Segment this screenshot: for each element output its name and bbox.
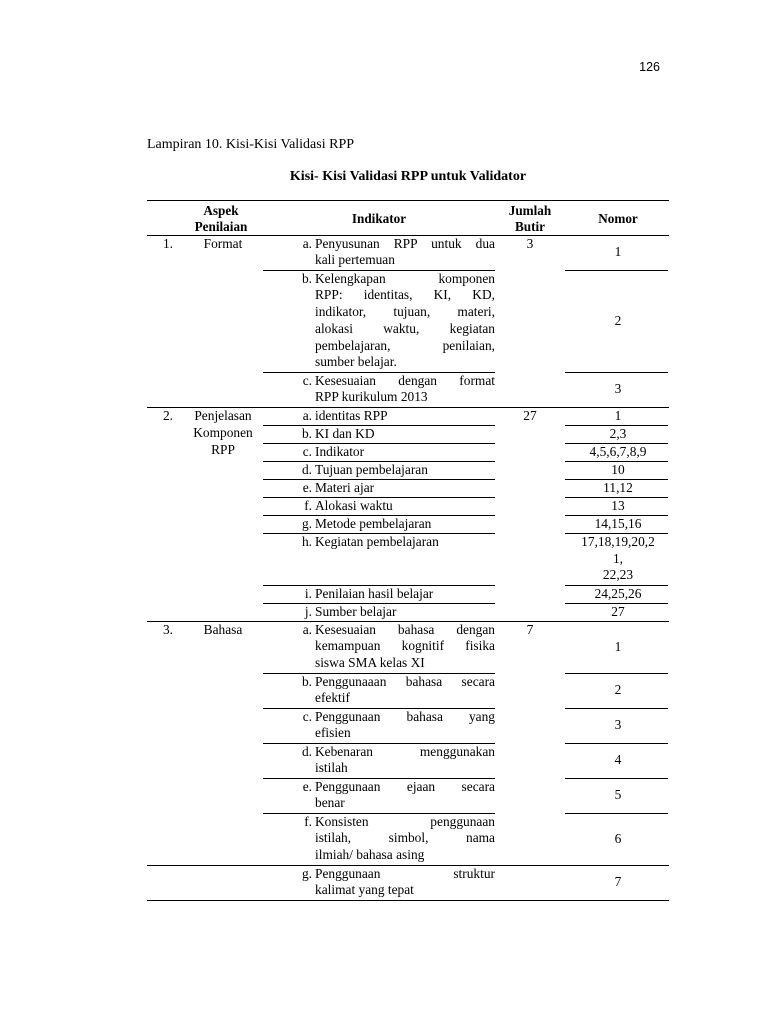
nomor-value: 17,18,19,20,2 [581, 534, 655, 550]
header-nomor: Nomor [598, 211, 638, 226]
indicator-text [315, 516, 495, 533]
indicator-text-line: Kebenaran menggunakan [315, 743, 495, 759]
indicator-text-line: Materi ajar [315, 479, 375, 495]
nomor-value: 1 [614, 407, 622, 423]
indicator-text-line: istilah [315, 760, 348, 776]
indicator-text [315, 866, 495, 900]
nomor-value: 4 [614, 752, 622, 768]
nomor-value: 27 [611, 603, 625, 619]
indicator-text-line: identitas RPP [315, 407, 388, 423]
indicator-letter: i. [304, 585, 312, 601]
indicator-letter: h. [301, 533, 312, 549]
nomor-cell [568, 497, 668, 515]
indicator-text-line: ilmiah/ bahasa asing [315, 847, 425, 863]
indicator-text-line: kalimat yang tepat [315, 882, 414, 898]
table-top-rule [147, 200, 669, 201]
indicator-text-line: Konsisten penggunaan [315, 813, 495, 829]
nomor-value: 1 [614, 638, 622, 654]
nomor-values [615, 874, 622, 891]
indicator-letter: d. [301, 461, 312, 477]
indicator-text [315, 373, 495, 407]
table-title: Kisi- Kisi Validasi RPP untuk Validator [289, 169, 527, 184]
nomor-value: 1, [612, 550, 624, 566]
group-aspek-line: Bahasa [203, 622, 243, 637]
nomor-values [615, 244, 622, 261]
indicator-letter: c. [302, 372, 312, 388]
nomor-values [615, 313, 622, 330]
nomor-cell [568, 603, 668, 621]
nomor-cell [568, 533, 668, 585]
indicator-text [315, 814, 495, 864]
group-aspek-line: Komponen [193, 424, 253, 440]
header-jumlah-line2: Butir [514, 219, 546, 234]
indicator-text [315, 426, 495, 443]
header-jumlah-line1: Jumlah [508, 203, 552, 218]
nomor-value: 5 [614, 787, 622, 803]
nomor-values [611, 462, 624, 479]
indicator-text-line: siswa SMA kelas XI [315, 655, 425, 671]
indicator-text-line: KI dan KD [315, 425, 375, 441]
indicator-text [315, 236, 495, 270]
group-aspek [177, 408, 269, 458]
indicator-text [315, 271, 495, 372]
nomor-cell [568, 708, 668, 743]
nomor-value: 22,23 [602, 567, 634, 583]
indicator-text-line: pembelajaran, penilaian, [315, 337, 495, 353]
nomor-cell [568, 235, 668, 270]
indicator-text-line: Penilaian hasil belajar [315, 585, 434, 601]
indicator-letter: e. [302, 479, 312, 495]
nomor-values [615, 381, 622, 398]
nomor-value: 13 [611, 497, 625, 513]
group-number: 3. [162, 622, 173, 637]
nomor-values [603, 480, 633, 497]
indicator-text-line: Penyusunan RPP untuk dua [315, 235, 495, 251]
indicator-letter: j. [304, 603, 312, 619]
indicator-text [315, 709, 495, 743]
nomor-values [615, 717, 622, 734]
indicator-text [315, 622, 495, 672]
indicator-text [315, 444, 495, 461]
indicator-text-line: benar [315, 795, 345, 811]
group-aspek [177, 236, 269, 253]
nomor-cell [568, 585, 668, 603]
indicator-text [315, 480, 495, 497]
nomor-cell [568, 407, 668, 425]
indicator-text [315, 674, 495, 708]
indicator-text-line: Indikator [315, 443, 365, 459]
header-jumlah [495, 203, 565, 235]
nomor-value: 3 [614, 717, 622, 733]
indicator-letter: f. [304, 813, 312, 829]
nomor-values [610, 426, 627, 443]
appendix-caption: Lampiran 10. Kisi-Kisi Validasi RPP [147, 137, 355, 152]
nomor-values [611, 498, 624, 515]
nomor-values [615, 787, 622, 804]
indicator-text-line: Penggunaan ejaan secara [315, 778, 495, 794]
indicator-text [315, 534, 495, 551]
nomor-value: 24,25,26 [594, 585, 642, 601]
indicator-text [315, 604, 495, 621]
nomor-values [595, 516, 642, 533]
indicator-text-line: indikator, tujuan, materi, [315, 304, 495, 320]
group-number: 1. [162, 236, 173, 251]
indicator-letter: e. [302, 778, 312, 794]
indicator-letter: c. [302, 708, 312, 724]
indicator-letter: a. [302, 407, 312, 423]
header-indikator: Indikator [351, 211, 407, 226]
nomor-value: 10 [611, 461, 625, 477]
nomor-values [615, 752, 622, 769]
indicator-text-line: Kesesuaian dengan format [315, 372, 495, 388]
group-aspek-line: Format [203, 236, 243, 251]
indicator-text-line: Tujuan pembelajaran [315, 461, 428, 477]
indicator-text-line: Sumber belajar [315, 603, 397, 619]
group-aspek-line: RPP [211, 441, 235, 457]
indicator-text [315, 462, 495, 479]
nomor-cell [568, 673, 668, 708]
nomor-values [595, 586, 642, 603]
group-divider-rule [147, 900, 669, 901]
indicator-letter: c. [302, 443, 312, 459]
indicator-letter: f. [304, 497, 312, 513]
indicator-text-line: kali pertemuan [315, 252, 395, 268]
indicator-text-line: RPP: identitas, KI, KD, [315, 287, 495, 303]
indicator-text-line: Kesesuaian bahasa dengan [315, 621, 495, 637]
nomor-value: 1 [614, 244, 622, 260]
nomor-value: 2 [614, 312, 622, 328]
indicator-text-line: alokasi waktu, kegiatan [315, 320, 495, 336]
indicator-text-line: sumber belajar. [315, 354, 397, 370]
group-aspek [177, 622, 269, 639]
nomor-cell [568, 865, 668, 900]
indicator-text-line: Penggunaan bahasa yang [315, 708, 495, 724]
nomor-values [615, 682, 622, 699]
header-aspek-line1: Aspek [203, 203, 239, 218]
indicator-text [315, 408, 495, 425]
nomor-cell [568, 813, 668, 865]
nomor-cell [568, 479, 668, 497]
indicator-letter: g. [301, 865, 312, 881]
nomor-cell [568, 621, 668, 673]
nomor-values [590, 444, 647, 461]
group-number: 2. [162, 408, 173, 423]
nomor-value: 14,15,16 [594, 515, 642, 531]
nomor-values [581, 534, 655, 584]
indicator-text-line: Penggunaaan bahasa secara [315, 673, 495, 689]
indicator-text-line: Kelengkapan komponen [315, 270, 495, 286]
nomor-values [615, 408, 622, 425]
validation-grid-table [147, 200, 669, 898]
nomor-values [615, 831, 622, 848]
indicator-text-line: efisien [315, 725, 351, 741]
nomor-cell [568, 372, 668, 407]
nomor-value: 3 [614, 381, 622, 397]
header-aspek-line2: Penilaian [194, 219, 248, 234]
nomor-value: 2 [614, 682, 622, 698]
indicator-text-line: istilah, simbol, nama [315, 830, 495, 846]
indicator-text-line: efektif [315, 690, 350, 706]
indicator-text-line: kemampuan kognitif fisika [315, 638, 495, 654]
nomor-cell [568, 743, 668, 778]
indicator-letter: d. [301, 743, 312, 759]
group-aspek-line: Penjelasan [194, 408, 252, 423]
indicator-text [315, 779, 495, 813]
nomor-value: 6 [614, 830, 622, 846]
indicator-text [315, 498, 495, 515]
nomor-cell [568, 270, 668, 372]
indicator-text [315, 744, 495, 778]
nomor-cell [568, 425, 668, 443]
indicator-letter: b. [301, 425, 312, 441]
nomor-values [615, 639, 622, 656]
nomor-value: 2,3 [609, 425, 627, 441]
indicator-text-line: Kegiatan pembelajaran [315, 533, 439, 549]
nomor-values [611, 604, 624, 621]
indicator-letter: g. [301, 515, 312, 531]
indicator-text-line: Metode pembelajaran [315, 515, 432, 531]
indicator-letter: a. [302, 235, 312, 251]
nomor-value: 4,5,6,7,8,9 [589, 443, 647, 459]
group-jumlah-butir: 7 [526, 622, 534, 637]
nomor-cell [568, 515, 668, 533]
nomor-value: 7 [614, 874, 622, 890]
nomor-cell [568, 443, 668, 461]
indicator-text-line: Alokasi waktu [315, 497, 393, 513]
page-number: 126 [639, 60, 660, 74]
indicator-text [315, 586, 495, 603]
group-jumlah-butir: 27 [523, 408, 537, 423]
indicator-letter: b. [301, 270, 312, 286]
nomor-value: 11,12 [603, 479, 633, 495]
indicator-letter: a. [302, 621, 312, 637]
nomor-cell [568, 778, 668, 813]
header-aspek [175, 203, 267, 235]
indicator-text-line: Penggunaan struktur [315, 865, 495, 881]
indicator-text-line: RPP kurikulum 2013 [315, 389, 428, 405]
group-jumlah-butir: 3 [526, 236, 534, 251]
indicator-letter: b. [301, 673, 312, 689]
nomor-cell [568, 461, 668, 479]
